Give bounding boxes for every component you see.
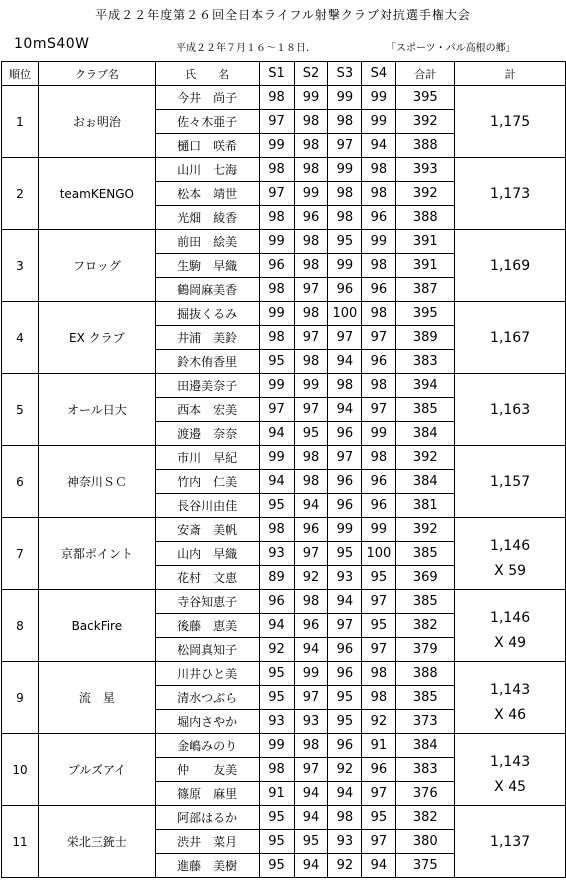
series-score: 92 <box>294 566 328 590</box>
series-score: 96 <box>362 494 396 518</box>
series-score: 98 <box>362 254 396 278</box>
series-score: 95 <box>259 494 294 518</box>
series-score: 93 <box>259 542 294 566</box>
shooter-name: 渋井 菜月 <box>155 830 259 854</box>
team-total <box>455 662 566 734</box>
series-score: 99 <box>362 110 396 134</box>
team-total-value: 1,137 <box>490 833 531 850</box>
series-score: 96 <box>259 590 294 614</box>
series-score: 95 <box>294 422 328 446</box>
col-s1: S1 <box>259 62 294 86</box>
team-rank: 8 <box>2 590 39 662</box>
shooter-name: 篠原 麻里 <box>155 782 259 806</box>
shooter-total: 385 <box>396 590 455 614</box>
series-score: 94 <box>259 614 294 638</box>
series-score: 98 <box>259 278 294 302</box>
series-score: 99 <box>328 158 362 182</box>
series-score: 93 <box>294 710 328 734</box>
table-row <box>2 446 566 470</box>
series-score: 98 <box>362 158 396 182</box>
table-row <box>2 590 566 614</box>
series-score: 99 <box>294 374 328 398</box>
series-score: 98 <box>328 110 362 134</box>
col-total: 計 <box>455 62 566 86</box>
series-score: 94 <box>362 854 396 878</box>
team-total <box>455 302 566 374</box>
shooter-name: 光畑 綾香 <box>155 206 259 230</box>
tiebreak-x-count: X 49 <box>494 635 527 651</box>
club-name: 流 星 <box>38 662 155 734</box>
series-score: 94 <box>294 782 328 806</box>
series-score: 97 <box>294 686 328 710</box>
series-score: 99 <box>294 662 328 686</box>
club-name: 栄北三銃士 <box>38 806 155 878</box>
document-title: 平成２２年度第２６回全日本ライフル射撃クラブ対抗選手権大会 <box>95 8 471 22</box>
series-score: 95 <box>328 686 362 710</box>
club-name: フロッグ <box>38 230 155 302</box>
series-score: 98 <box>294 590 328 614</box>
series-score: 96 <box>362 470 396 494</box>
series-score: 97 <box>294 542 328 566</box>
series-score: 99 <box>362 518 396 542</box>
series-score: 94 <box>294 854 328 878</box>
series-score: 98 <box>294 302 328 326</box>
series-score: 97 <box>294 278 328 302</box>
series-score: 96 <box>328 278 362 302</box>
series-score: 97 <box>328 326 362 350</box>
shooter-name: 今井 尚子 <box>155 86 259 110</box>
shooter-total: 384 <box>396 470 455 494</box>
shooter-name: 松本 靖世 <box>155 182 259 206</box>
shooter-total: 395 <box>396 86 455 110</box>
team-total-value: 1,146 <box>490 610 531 626</box>
shooter-total: 382 <box>396 614 455 638</box>
team-total-value: 1,163 <box>490 401 531 418</box>
series-score: 94 <box>328 350 362 374</box>
series-score: 98 <box>259 86 294 110</box>
series-score: 95 <box>259 662 294 686</box>
club-name: おぉ明治 <box>38 86 155 158</box>
series-score: 98 <box>294 470 328 494</box>
shooter-total: 369 <box>396 566 455 590</box>
series-score: 97 <box>328 134 362 158</box>
shooter-total: 395 <box>396 302 455 326</box>
series-score: 98 <box>328 374 362 398</box>
series-score: 97 <box>362 326 396 350</box>
shooter-total: 375 <box>396 854 455 878</box>
event-venue: 「スポーツ・パル高根の郷」 <box>386 43 516 54</box>
series-score: 97 <box>294 326 328 350</box>
shooter-total: 380 <box>396 830 455 854</box>
series-score: 98 <box>294 134 328 158</box>
series-score: 96 <box>294 614 328 638</box>
series-score: 96 <box>328 422 362 446</box>
shooter-total: 392 <box>396 518 455 542</box>
tiebreak-x-count: X 45 <box>494 779 527 795</box>
shooter-name: 松岡真知子 <box>155 638 259 662</box>
series-score: 96 <box>328 734 362 758</box>
shooter-name: 安斎 美帆 <box>155 518 259 542</box>
results-table <box>1 61 566 878</box>
team-total <box>455 734 566 806</box>
shooter-name: 寺谷知恵子 <box>155 590 259 614</box>
series-score: 96 <box>328 494 362 518</box>
series-score: 94 <box>294 806 328 830</box>
series-score: 97 <box>259 398 294 422</box>
series-score: 99 <box>259 302 294 326</box>
series-score: 98 <box>328 806 362 830</box>
series-score: 97 <box>328 446 362 470</box>
shooter-total: 384 <box>396 734 455 758</box>
series-score: 91 <box>362 734 396 758</box>
table-row <box>2 662 566 686</box>
series-score: 95 <box>328 710 362 734</box>
series-score: 98 <box>294 734 328 758</box>
team-total <box>455 446 566 518</box>
team-rank: 1 <box>2 86 39 158</box>
team-total-value: 1,143 <box>490 682 531 698</box>
club-name: teamKENGO <box>38 158 155 230</box>
series-score: 98 <box>294 158 328 182</box>
series-score: 98 <box>362 686 396 710</box>
series-score: 94 <box>294 494 328 518</box>
shooter-total: 385 <box>396 686 455 710</box>
shooter-name: 井浦 美鈴 <box>155 326 259 350</box>
table-row <box>2 518 566 542</box>
series-score: 99 <box>259 230 294 254</box>
series-score: 99 <box>259 134 294 158</box>
series-score: 97 <box>362 398 396 422</box>
shooter-total: 388 <box>396 206 455 230</box>
shooter-total: 388 <box>396 134 455 158</box>
table-row <box>2 230 566 254</box>
shooter-total: 392 <box>396 446 455 470</box>
series-score: 98 <box>294 110 328 134</box>
series-score: 97 <box>328 614 362 638</box>
team-total-value: 1,175 <box>490 113 531 130</box>
series-score: 96 <box>362 206 396 230</box>
team-total <box>455 806 566 878</box>
series-score: 94 <box>259 422 294 446</box>
series-score: 96 <box>328 662 362 686</box>
shooter-name: 竹内 仁美 <box>155 470 259 494</box>
shooter-name: 市川 早紀 <box>155 446 259 470</box>
table-row <box>2 158 566 182</box>
series-score: 99 <box>259 734 294 758</box>
shooter-name: 堀内さやか <box>155 710 259 734</box>
col-subtotal: 合計 <box>396 62 455 86</box>
series-score: 98 <box>294 230 328 254</box>
series-score: 97 <box>362 782 396 806</box>
series-score: 93 <box>328 566 362 590</box>
series-score: 95 <box>259 830 294 854</box>
shooter-total: 382 <box>396 806 455 830</box>
club-name: オール日大 <box>38 374 155 446</box>
shooter-name: 掘抜くるみ <box>155 302 259 326</box>
shooter-total: 379 <box>396 638 455 662</box>
team-total <box>455 374 566 446</box>
series-score: 92 <box>328 758 362 782</box>
series-score: 98 <box>259 326 294 350</box>
series-score: 98 <box>294 446 328 470</box>
series-score: 93 <box>259 710 294 734</box>
series-score: 96 <box>328 638 362 662</box>
club-name: EX クラブ <box>38 302 155 374</box>
shooter-name: 西本 宏美 <box>155 398 259 422</box>
series-score: 96 <box>294 206 328 230</box>
series-score: 95 <box>259 686 294 710</box>
series-score: 97 <box>294 398 328 422</box>
series-score: 98 <box>259 206 294 230</box>
series-score: 94 <box>259 470 294 494</box>
col-name: 氏 名 <box>155 62 259 86</box>
series-score: 95 <box>259 854 294 878</box>
series-score: 99 <box>328 518 362 542</box>
series-score: 99 <box>362 86 396 110</box>
series-score: 98 <box>328 182 362 206</box>
team-rank: 7 <box>2 518 39 590</box>
shooter-total: 389 <box>396 326 455 350</box>
series-score: 95 <box>328 230 362 254</box>
series-score: 92 <box>328 854 362 878</box>
series-score: 98 <box>294 350 328 374</box>
series-score: 95 <box>328 542 362 566</box>
shooter-total: 381 <box>396 494 455 518</box>
tiebreak-x-count: X 59 <box>494 563 527 579</box>
series-score: 99 <box>259 374 294 398</box>
series-score: 97 <box>362 590 396 614</box>
shooter-total: 383 <box>396 758 455 782</box>
shooter-total: 383 <box>396 350 455 374</box>
series-score: 94 <box>328 590 362 614</box>
shooter-total: 392 <box>396 182 455 206</box>
col-s3: S3 <box>328 62 362 86</box>
table-row <box>2 806 566 830</box>
series-score: 97 <box>362 830 396 854</box>
shooter-total: 393 <box>396 158 455 182</box>
header-row <box>2 62 566 86</box>
team-total-value: 1,143 <box>490 754 531 770</box>
series-score: 98 <box>362 374 396 398</box>
shooter-name: 川井ひと美 <box>155 662 259 686</box>
series-score: 95 <box>259 806 294 830</box>
shooter-name: 鶴岡麻美香 <box>155 278 259 302</box>
table-row <box>2 734 566 758</box>
series-score: 96 <box>328 470 362 494</box>
shooter-name: 阿部はるか <box>155 806 259 830</box>
club-name: ブルズアイ <box>38 734 155 806</box>
shooter-total: 391 <box>396 230 455 254</box>
shooter-total: 392 <box>396 110 455 134</box>
shooter-name: 前田 絵美 <box>155 230 259 254</box>
series-score: 91 <box>259 782 294 806</box>
shooter-total: 384 <box>396 422 455 446</box>
series-score: 96 <box>294 518 328 542</box>
series-score: 99 <box>362 230 396 254</box>
col-rank: 順位 <box>2 62 39 86</box>
series-score: 95 <box>294 830 328 854</box>
series-score: 96 <box>259 254 294 278</box>
series-score: 94 <box>294 638 328 662</box>
table-row <box>2 374 566 398</box>
series-score: 95 <box>362 566 396 590</box>
table-row <box>2 86 566 110</box>
team-total <box>455 158 566 230</box>
series-score: 98 <box>362 302 396 326</box>
shooter-name: 佐々木亜子 <box>155 110 259 134</box>
series-score: 100 <box>362 542 396 566</box>
series-score: 99 <box>328 86 362 110</box>
shooter-name: 鈴木侑香里 <box>155 350 259 374</box>
series-score: 93 <box>328 830 362 854</box>
shooter-total: 373 <box>396 710 455 734</box>
series-score: 92 <box>259 638 294 662</box>
shooter-total: 391 <box>396 254 455 278</box>
team-total <box>455 86 566 158</box>
col-club: クラブ名 <box>38 62 155 86</box>
series-score: 98 <box>362 446 396 470</box>
shooter-total: 388 <box>396 662 455 686</box>
shooter-name: 金嶋みのり <box>155 734 259 758</box>
series-score: 94 <box>328 398 362 422</box>
team-total <box>455 230 566 302</box>
series-score: 97 <box>362 638 396 662</box>
club-name: 京都ポイント <box>38 518 155 590</box>
team-rank: 5 <box>2 374 39 446</box>
event-code: 10mS40W <box>14 36 90 52</box>
shooter-name: 花村 文恵 <box>155 566 259 590</box>
team-rank: 11 <box>2 806 39 878</box>
shooter-name: 後藤 恵美 <box>155 614 259 638</box>
series-score: 98 <box>259 158 294 182</box>
series-score: 92 <box>362 710 396 734</box>
shooter-name: 渡邉 奈奈 <box>155 422 259 446</box>
series-score: 99 <box>259 446 294 470</box>
team-rank: 3 <box>2 230 39 302</box>
col-s4: S4 <box>362 62 396 86</box>
shooter-name: 樋口 咲希 <box>155 134 259 158</box>
series-score: 96 <box>362 278 396 302</box>
series-score: 98 <box>259 758 294 782</box>
series-score: 96 <box>362 350 396 374</box>
series-score: 98 <box>362 662 396 686</box>
team-total <box>455 518 566 590</box>
series-score: 97 <box>259 182 294 206</box>
series-score: 95 <box>362 806 396 830</box>
shooter-total: 387 <box>396 278 455 302</box>
series-score: 97 <box>259 110 294 134</box>
series-score: 94 <box>362 134 396 158</box>
series-score: 95 <box>259 350 294 374</box>
table-row <box>2 302 566 326</box>
team-total <box>455 590 566 662</box>
shooter-total: 385 <box>396 542 455 566</box>
team-rank: 4 <box>2 302 39 374</box>
team-rank: 6 <box>2 446 39 518</box>
shooter-name: 山川 七海 <box>155 158 259 182</box>
series-score: 98 <box>328 206 362 230</box>
shooter-name: 長谷川由佳 <box>155 494 259 518</box>
shooter-total: 385 <box>396 398 455 422</box>
series-score: 98 <box>259 518 294 542</box>
series-score: 99 <box>362 422 396 446</box>
club-name: 神奈川ＳＣ <box>38 446 155 518</box>
team-total-value: 1,167 <box>490 329 531 346</box>
series-score: 99 <box>294 86 328 110</box>
team-rank: 10 <box>2 734 39 806</box>
series-score: 89 <box>259 566 294 590</box>
shooter-name: 進藤 美樹 <box>155 854 259 878</box>
series-score: 98 <box>362 182 396 206</box>
series-score: 98 <box>294 254 328 278</box>
shooter-name: 清水つぶら <box>155 686 259 710</box>
col-s2: S2 <box>294 62 328 86</box>
shooter-name: 仲 友美 <box>155 758 259 782</box>
team-total-value: 1,157 <box>490 473 531 490</box>
shooter-total: 394 <box>396 374 455 398</box>
shooter-name: 田邉美奈子 <box>155 374 259 398</box>
series-score: 95 <box>362 614 396 638</box>
team-total-value: 1,169 <box>490 257 531 274</box>
team-rank: 2 <box>2 158 39 230</box>
team-total-value: 1,173 <box>490 185 531 202</box>
series-score: 97 <box>294 758 328 782</box>
series-score: 99 <box>294 182 328 206</box>
shooter-total: 376 <box>396 782 455 806</box>
team-total-value: 1,146 <box>490 538 531 554</box>
series-score: 100 <box>328 302 362 326</box>
shooter-name: 生駒 早織 <box>155 254 259 278</box>
series-score: 96 <box>362 758 396 782</box>
series-score: 94 <box>328 782 362 806</box>
shooter-name: 山内 早織 <box>155 542 259 566</box>
tiebreak-x-count: X 46 <box>494 707 527 723</box>
event-date: 平成２２年７月１６～１８日. <box>176 43 310 54</box>
series-score: 99 <box>328 254 362 278</box>
club-name: BackFire <box>38 590 155 662</box>
team-rank: 9 <box>2 662 39 734</box>
